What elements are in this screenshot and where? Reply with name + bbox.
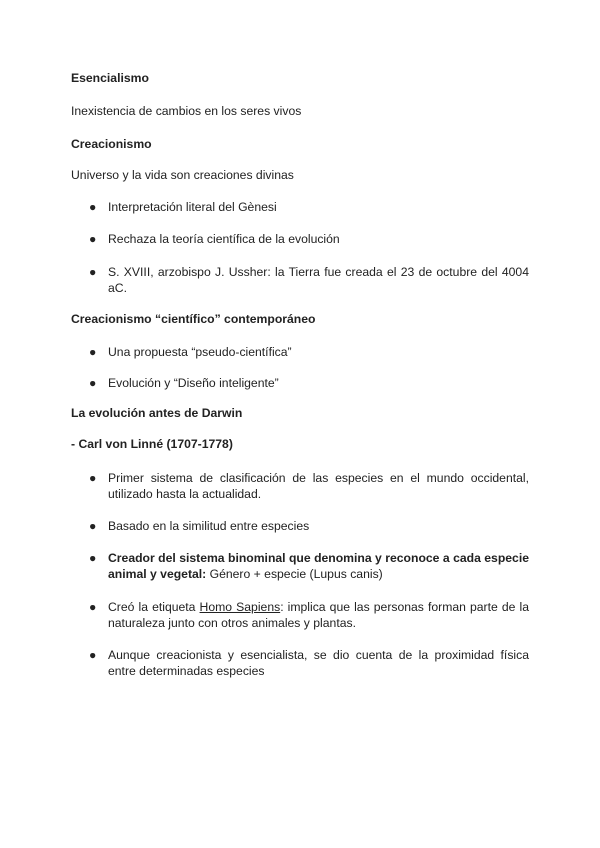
plain-text: Género + especie (Lupus canis) xyxy=(206,567,383,581)
list-item-text: Evolución y “Diseño inteligente” xyxy=(108,376,279,390)
list-item xyxy=(89,599,529,631)
bullet-icon: ● xyxy=(89,600,97,614)
bold-text: Creador del sistema binominal que denomina y reconoce a cada especie animal y vegetal: xyxy=(108,551,529,581)
list-item-text: Basado en la similitud entre especies xyxy=(108,519,310,533)
bullet-icon: ● xyxy=(89,551,97,565)
list-item xyxy=(89,375,529,391)
heading-evolucion-antes-darwin: La evolución antes de Darwin xyxy=(71,406,243,420)
list-item-text: Aunque creacionista y esencialista, se dio cuenta de la proximidad física entre determinadas especies xyxy=(108,648,529,678)
list-item-text: Rechaza la teoría científica de la evolución xyxy=(108,232,340,246)
list-item-text xyxy=(108,550,529,582)
list-item xyxy=(89,264,529,296)
plain-text: Creó la etiqueta xyxy=(108,600,200,614)
list-item xyxy=(89,344,529,360)
underlined-term: Homo Sapiens xyxy=(199,600,281,614)
list-item xyxy=(89,550,529,582)
list-item xyxy=(89,647,529,679)
bullet-icon: ● xyxy=(89,648,97,662)
bullet-icon: ● xyxy=(89,232,97,246)
list-item-text: S. XVIII, arzobispo J. Ussher: la Tierra fue creada el 23 de octubre del 4004 aC. xyxy=(108,265,529,295)
bullet-icon: ● xyxy=(89,376,97,390)
paragraph-creacionismo: Universo y la vida son creaciones divinas xyxy=(71,168,294,182)
heading-creacionismo-cientifico: Creacionismo “científico” contemporáneo xyxy=(71,312,316,326)
list-item-text: Primer sistema de clasificación de las especies en el mundo occidental, utilizado hasta la actualidad. xyxy=(108,471,529,501)
subheading-linne: - Carl von Linné (1707-1778) xyxy=(71,437,233,451)
list-item xyxy=(89,199,529,215)
bullet-icon: ● xyxy=(89,471,97,485)
list-item xyxy=(89,470,529,502)
bullet-icon: ● xyxy=(89,345,97,359)
list-item-text: Una propuesta “pseudo-científica” xyxy=(108,345,292,359)
list-item-text: Interpretación literal del Gènesi xyxy=(108,200,277,214)
bullet-icon: ● xyxy=(89,519,97,533)
paragraph-esencialismo: Inexistencia de cambios en los seres vivos xyxy=(71,104,302,118)
bullet-icon: ● xyxy=(89,265,97,279)
list-item xyxy=(89,518,529,534)
plain-text: : implica que las personas forman parte de la naturaleza junto con otros animales y plantas. xyxy=(108,600,529,630)
list-item-text xyxy=(108,599,529,631)
heading-creacionismo: Creacionismo xyxy=(71,137,152,151)
bullet-icon: ● xyxy=(89,200,97,214)
list-item xyxy=(89,231,529,247)
heading-esencialismo: Esencialismo xyxy=(71,71,149,85)
